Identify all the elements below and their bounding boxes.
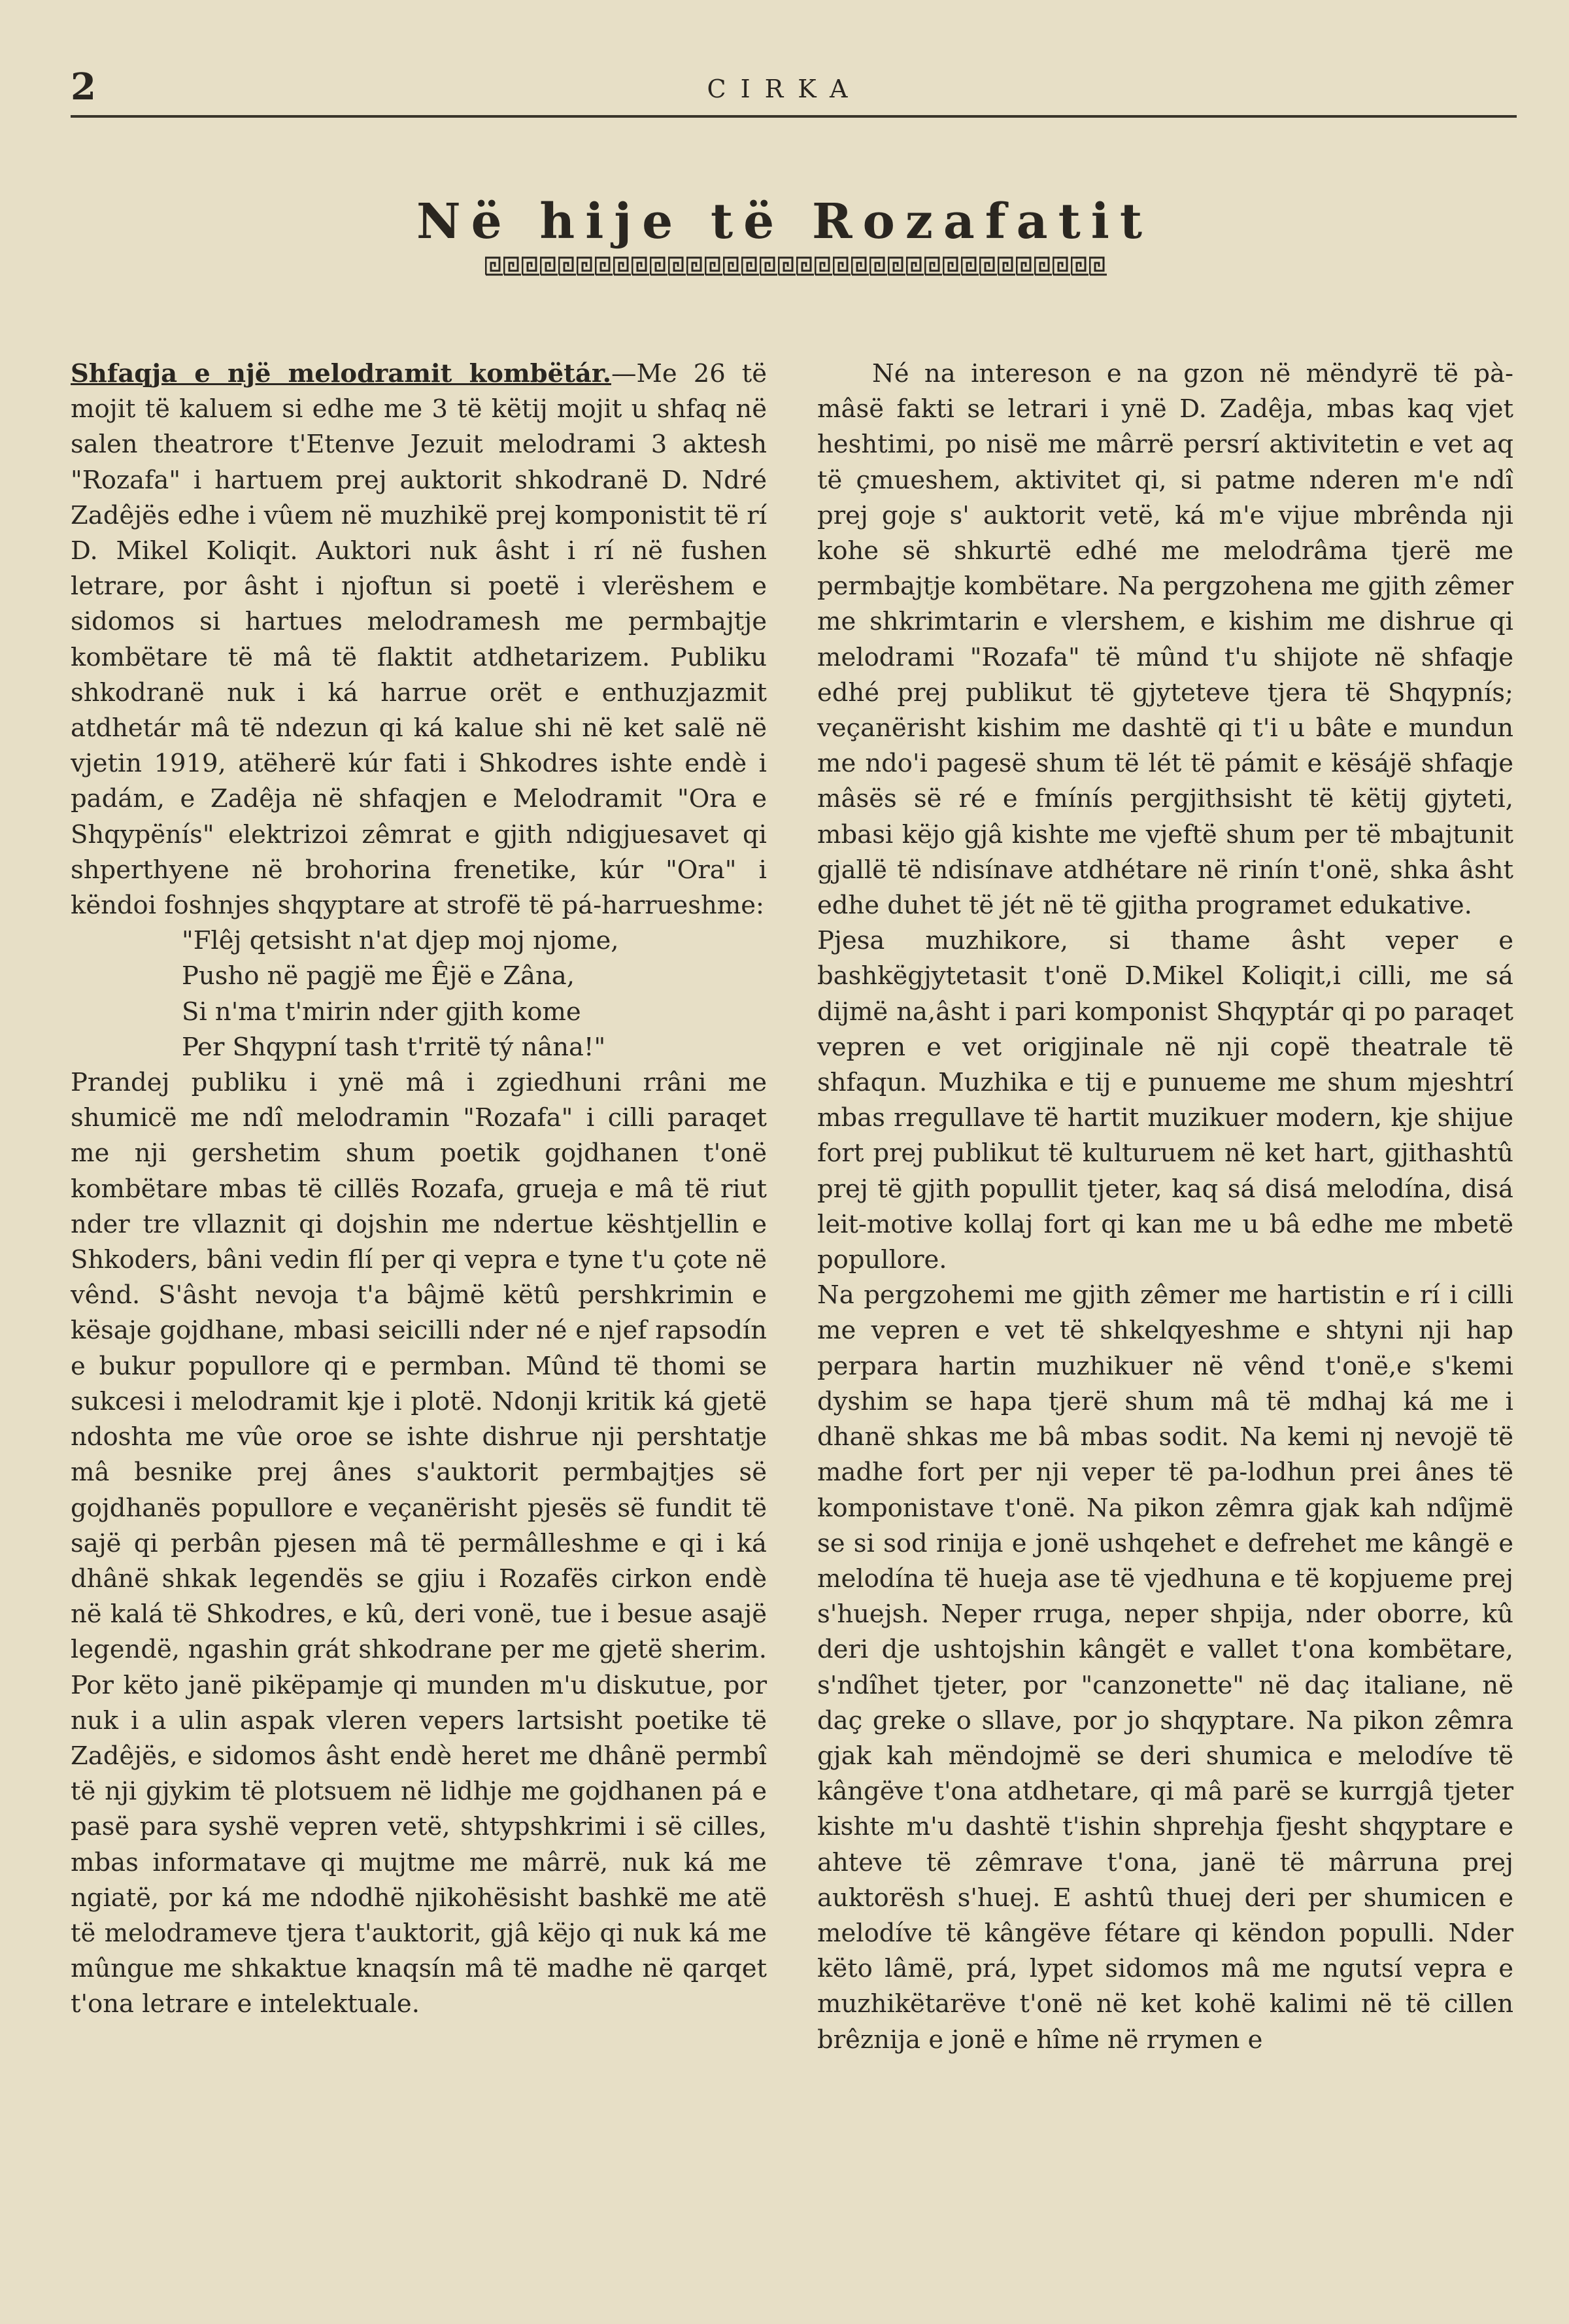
paragraph-music: Pjesa muzhikore, si thame âsht veper e bashkëgjytetasit t'onë D.Mikel Koliqit,i cilli, me sá dijmë na,âsht i pari komponist Shqyptár qi po paraqet vepren e vet origjinale në nji copë theatrale të shfaqun. Muzhika e tij e punueme me shum mjeshtrí mbas rregullave të hartit muzikuer modern, kje shijue fort prej publikut të kulturuem në ket hart, gjithashtû prej të gjith popullit tjeter, kaq sá disá melodína, disá leit-motive kollaj fort qi kan me u bâ edhe me mbetë popullore. <box>817 926 1513 1275</box>
paragraph-intro-text: —Me 26 të mojit të kaluem si edhe me 3 të këtij mojit u shfaq në salen theatrore t'Etenve Jezuit melodrami 3 aktesh "Rozafa" i hartuem prej auktorit shkodranë D. Ndré Zadêjës edhe i vûem në muzhikë prej komponistit të rí D. Mikel Koliqit. Auktori nuk âsht i rí në fushen letrare, por âsht i njoftun si poetë i vlerëshem e sidomos si hartues melodramesh me permbajtje kombëtare të mâ të flaktit atdhetarizem. Publiku shkodranë nuk i ká harrue orët e enthuzjazmit atdhetár mâ të ndezun qi ká kalue shi në ket salë në vjetin 1919, atëherë kúr fati i Shkodres ishte endè i padám, e Zadêja në shfaqjen e Melodramit "Ora e Shqypënís" elektrizoi zêmrat e gjith ndigjuesavet qi shperthyene në brohorina frenetike, kúr "Ora" i këndoi foshnjes shqyptare at strofë të pá-harrueshme: <box>71 359 768 921</box>
right-column <box>817 356 1513 2058</box>
journal-title: CIRKA <box>707 75 862 103</box>
verse-line: "Flêj qetsisht n'at djep moj njome, <box>182 926 619 956</box>
verse-line: Per Shqypní tash t'rritë tý nâna!" <box>182 1032 606 1062</box>
page-number: 2 <box>71 65 96 109</box>
verse-line: Pusho në pagjë me Êjë e Zâna, <box>182 961 575 991</box>
paragraph-audience: Prandej publiku i ynë mâ i zgiedhuni rrâni me shumicë me ndî melodramin "Rozafa" i cilli paraqet me nji gershetim shum poetik gojdhanen t'onë kombëtare mbas të cillës Rozafa, grueja e mâ të riut nder tre vllaznit qi dojshin me ndertue kështjellin e Shkoders, bâni vedin flí per qi vepra e tyne t'u çote në vênd. S'âsht nevoja t'a bâjmë këtû pershkrimin e kësaje gojdhane, mbasi seicilli nder né e njef rapsodín e bukur popullore qi e permban. Mûnd të thomi se sukcesi i melodramit kje i plotë. Ndonji kritik ká gjetë ndoshta me vûe oroe se ishte dishrue nji pershtatje mâ besnike prej ânes s'auktorit permbajtjes së gojdhanës popullore e veçanërisht pjesës së fundit të sajë qi perbân pjesen mâ të permâlleshme e qi i ká dhânë shkak legendës se gjiu i Rozafës cirkon endè në kalá të Shkodres, e kû, deri vonë, tue i besue asajë legendë, ngashin grát shkodrane per me gjetë sherim. Por këto janë pikëpamje qi munden m'u diskutue, por nuk i a ulin aspak vleren vepers lartsisht poetike të Zadêjës, e sidomos âsht endè heret me dhânë permbî të nji gjykim të plotsuem në lidhje me gojdhanen pá e pasë para syshë vepren vetë, shtypshkrimi i së cilles, mbas informatave qi mujtme me mârrë, nuk ká me ngiatë, por ká me ndodhë njikohësisht bashkë me atë të melodrameve tjera t'auktorit, gjâ këjo qi nuk ká me mûngue me shkaktue knaqsín mâ të madhe në qarqet t'ona letrare e intelektuale. <box>71 1068 767 2019</box>
paragraph-composer: Na pergzohemi me gjith zêmer me hartistin e rí i cilli me vepren e vet të shkelqyeshme e shtyni nji hap perpara hartin muzhikuer në vênd t'onë,e s'kemi dyshim se hapa tjerë shum mâ të mdhaj ká me i dhanë shkas me bâ mbas sodit. Na kemi nj nevojë të madhe fort per nji veper të pa-lodhun prei ânes të komponistave t'onë. Na pikon zêmra gjak kah ndîjmë se si sod rinija e jonë ushqehet e defrehet me kângë e melodína të hueja ase të vjedhuna e të kopjueme prej s'huejsh. Neper rruga, neper shpija, nder oborre, kû deri dje ushtojshin kângët e vallet t'ona kombëtare, s'ndîhet tjeter, por "canzonette" në daç italiane, në daç greke o sllave, por jo shqyptare. Na pikon zêmra gjak kah mëndojmë se deri shumica e melodíve të kângëve t'ona atdhetare, qi mâ parë se kurrgjâ tjeter kishte m'u dashtë t'ishin shprehja fjesht shqyptare e ahteve të zêmrave t'ona, janë të mârruna prej auktorësh s'huej. E ashtû thuej deri per shumicen e melodíve të kângëve fétare qi këndon populli. Nder këto lâmë, prá, lypet sidomos mâ me ngutsí vepra e muzhikëtarëve t'onë në ket kohë kalimi në të cillen brêznija e jonë e hîme në rrymen e <box>817 1280 1513 2055</box>
paragraph-intro <box>71 356 767 923</box>
article-title: Në hije të Rozafatit <box>416 194 1153 250</box>
verse-line: Si n'ma t'mirin nder gjith kome <box>182 997 581 1027</box>
left-column <box>71 356 767 2023</box>
paragraph-interest: Né na intereson e na gzon në mëndyrë të pà-mâsë fakti se letrari i ynë D. Zadêja, mbas kaq vjet heshtimi, po nisë me mârrë persrí aktivitetin e vet aq të çmueshem, aktivitet qi, si patme nderen m'e ndî prej goje s' auktorit vetë, ká m'e vijue mbrênda nji kohe së shkurtë edhé me melodrâma tjerë me permbajtje kombëtare. Na pergzohena me gjith zêmer me shkrimtarin e vlershem, e kishim me dishrue qi melodrami "Rozafa" të mûnd t'u shijote në shfaqje edhé prej publikut të gjyteteve tjera të Shqypnís; veçanërisht kishim me dashtë qi t'i u bâte e mundun me ndo'i pagesë shum të lét të pámit e kësájë shfaqje mâsës së ré e fmínís pergjithsisht të këtij gjyteti, mbasi këjo gjâ kishte me vjeftë shum per të mbajtunit gjallë të ndisínave atdhétare në rinín t'onë, shka âsht edhe duhet të jét në të gjitha programet edukative. <box>817 359 1513 921</box>
header-rule <box>71 115 1517 118</box>
verse-stanza <box>71 923 767 1065</box>
greek-key-ornament <box>485 255 1107 276</box>
lead-heading: Shfaqja e një melodramit kombëtár. <box>71 359 611 388</box>
